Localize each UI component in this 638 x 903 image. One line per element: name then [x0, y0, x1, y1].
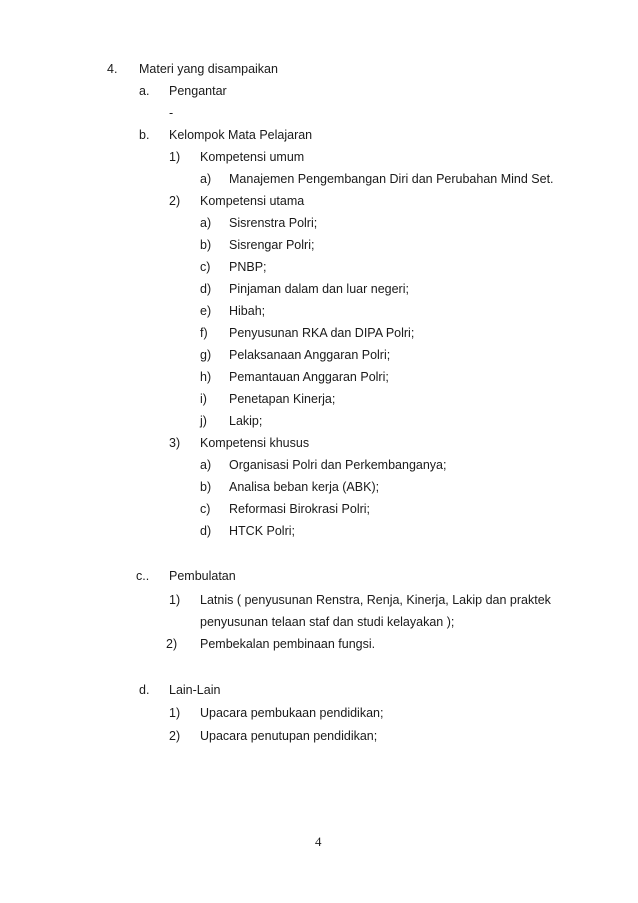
list-item-marker: e) [200, 304, 212, 318]
group-3-marker: 3) [169, 436, 181, 450]
list-item-marker: 1) [169, 706, 181, 720]
list-item-text: Pinjaman dalam dan luar negeri; [229, 282, 409, 296]
list-item-text: Pelaksanaan Anggaran Polri; [229, 348, 391, 362]
group-2-title: Kompetensi utama [200, 194, 305, 208]
list-item-text: PNBP; [229, 260, 267, 274]
item-a-title: Pengantar [169, 84, 227, 98]
item-c-title: Pembulatan [169, 569, 236, 583]
list-item-text: Sisrengar Polri; [229, 238, 315, 252]
section-number: 4. [107, 62, 118, 76]
list-item-text-line2: penyusunan telaan staf dan studi kelayakan ); [200, 615, 455, 629]
list-item-marker: 1) [169, 593, 181, 607]
list-item-text-line1: Latnis ( penyusunan Renstra, Renja, Kinerja, Lakip dan praktek [200, 593, 551, 607]
list-item-marker: 2) [166, 637, 178, 651]
group-3-title: Kompetensi khusus [200, 436, 310, 450]
list-item-text: Manajemen Pengembangan Diri dan Perubahan Mind Set. [229, 172, 554, 186]
list-item-marker: h) [200, 370, 212, 384]
list-item-marker: b) [200, 480, 212, 494]
group-1-marker: 1) [169, 150, 181, 164]
list-item-marker: a) [200, 458, 212, 472]
list-item-text: HTCK Polri; [229, 524, 295, 538]
list-item-text: Sisrenstra Polri; [229, 216, 318, 230]
item-c-marker: c.. [136, 569, 150, 583]
section-title: Materi yang disampaikan [139, 62, 278, 76]
list-item-marker: c) [200, 260, 211, 274]
list-item-text: Hibah; [229, 304, 266, 318]
list-item-text: Analisa beban kerja (ABK); [229, 480, 380, 494]
list-item-text: Pemantauan Anggaran Polri; [229, 370, 389, 384]
page-number: 4 [315, 834, 322, 849]
list-item-text: Organisasi Polri dan Perkembanganya; [229, 458, 447, 472]
list-item-marker: a) [200, 172, 212, 186]
list-item-marker: a) [200, 216, 212, 230]
list-item-text: Pembekalan pembinaan fungsi. [200, 637, 376, 651]
list-item-text: Lakip; [229, 414, 263, 428]
item-b-title: Kelompok Mata Pelajaran [169, 128, 313, 142]
list-item-marker: i) [200, 392, 207, 406]
list-item-text: Upacara penutupan pendidikan; [200, 729, 378, 743]
list-item-text: Reformasi Birokrasi Polri; [229, 502, 371, 516]
item-b-marker: b. [139, 128, 150, 142]
list-item-text: Upacara pembukaan pendidikan; [200, 706, 384, 720]
list-item-text: Penyusunan RKA dan DIPA Polri; [229, 326, 415, 340]
list-item-marker: 2) [169, 729, 181, 743]
list-item-marker: d) [200, 524, 212, 538]
list-item-marker: b) [200, 238, 212, 252]
list-item-text: Penetapan Kinerja; [229, 392, 336, 406]
group-1-title: Kompetensi umum [200, 150, 305, 164]
item-a-dash: - [169, 106, 174, 120]
list-item-marker: j) [200, 414, 207, 428]
group-2-marker: 2) [169, 194, 181, 208]
list-item-marker: c) [200, 502, 211, 516]
list-item-marker: f) [200, 326, 208, 340]
item-a-marker: a. [139, 84, 150, 98]
list-item-marker: g) [200, 348, 212, 362]
item-d-title: Lain-Lain [169, 683, 221, 697]
list-item-marker: d) [200, 282, 212, 296]
item-d-marker: d. [139, 683, 150, 697]
